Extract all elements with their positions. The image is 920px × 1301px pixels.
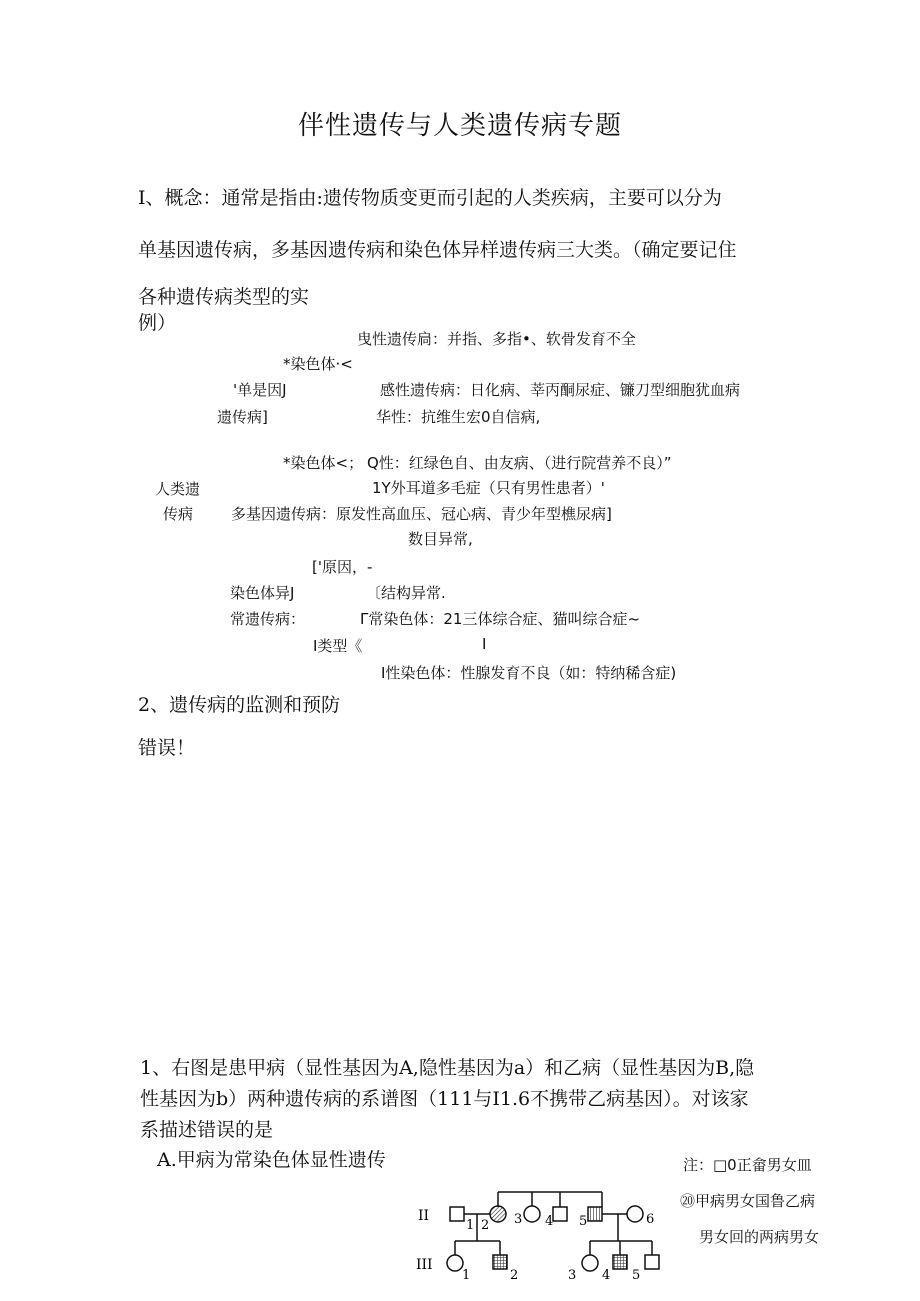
y-linked: 1Y外耳道多毛症（只有男性患者）' [372, 479, 605, 497]
question-line-1: 1、右图是患甲病（显性基因为A,隐性基因为a）和乙病（显性基因为B,隐 [140, 1057, 755, 1079]
autosomal-abnormality: Γ常染色体：21三体综合症、猫叫综合症~ [360, 610, 641, 628]
question-line-3: 系描述错误的是 [140, 1119, 274, 1141]
iii-2-male-affected [493, 1255, 507, 1269]
page-title: 伴性遗传与人类遗传病专题 [297, 111, 622, 141]
section-2-note: 错误！ [138, 737, 196, 759]
type-label: I类型《 [313, 637, 363, 655]
single-gene-label: '单是因J [233, 381, 287, 399]
ii-5-number: 5 [579, 1214, 588, 1229]
ii-2-number: 2 [481, 1218, 490, 1233]
iii-2-number: 2 [510, 1268, 519, 1283]
ii-4-male-normal [553, 1207, 567, 1221]
generation-iii-label: III [416, 1257, 433, 1273]
number-abnormal: 数目异常, [408, 530, 473, 548]
iii-5-number: 5 [632, 1268, 641, 1283]
iii-3-female-normal [582, 1255, 598, 1271]
iii-1-number: 1 [462, 1268, 471, 1283]
question-line-2: 性基因为b）两种遗传病的系谱图（111与I1.6不携带乙病基因）。对该家 [140, 1088, 749, 1110]
polygenic-disease: 多基因遗传病：原发性高血压、冠心病、青少年型樵尿病] [231, 505, 612, 523]
ii-6-number: 6 [646, 1212, 655, 1227]
section-2-heading: 2、遗传病的监测和预防 [138, 694, 341, 716]
sex-chromosome-abnormality: I性染色体：性腺发育不良（如：特纳稀含症) [381, 664, 677, 682]
recessive-genetic: 感性遗传病：日化病、莘丙酮尿症、镰刀型细胞犹血病 [380, 381, 741, 399]
ii-2-female-affected [490, 1206, 506, 1222]
concept-line-3: 各种遗传病类型的实 [138, 286, 310, 308]
x-linked-dominant: 华性：抗维生宏0自信病, [376, 408, 541, 426]
ii-1-male-normal [450, 1207, 464, 1221]
human-genetic-label-2: 传病 [163, 505, 194, 523]
ii-5-male-affected [588, 1207, 602, 1221]
disease-bracket: 遗传病] [217, 408, 268, 426]
human-genetic-label-1: 人类遗 [155, 480, 201, 498]
pedigree-chart [410, 1185, 670, 1290]
iii-3-number: 3 [568, 1268, 577, 1283]
concept-line-2: 单基因遗传病，多基因遗传病和染色体异样遗传病三大类。（确定要记住 [138, 239, 737, 261]
ii-3-female-normal [524, 1206, 540, 1222]
ii-4-number: 4 [545, 1214, 554, 1229]
ii-3-number: 3 [514, 1212, 523, 1227]
iii-5-male-normal [645, 1255, 659, 1269]
ii-1-number: 1 [466, 1218, 475, 1233]
generation-ii-label: II [418, 1208, 430, 1224]
option-a: A.甲病为常染色体显性遗传 [157, 1149, 386, 1171]
legend-line-1: 注：□0正畲男女皿 [683, 1156, 812, 1174]
structure-abnormal: 〔结构异常. [366, 584, 446, 602]
iii-4-number: 4 [602, 1268, 611, 1283]
cause-label: ['原因，- [312, 558, 373, 576]
concept-line-4: 例） [138, 312, 177, 334]
iii-1-female-normal [447, 1255, 463, 1271]
ii-6-female-normal [627, 1206, 643, 1222]
legend-line-2: ⑳甲病男女国鲁乙病 [680, 1192, 816, 1210]
bracket-bar: I [482, 635, 487, 653]
chromosome-abnormal-label-2: 常遗传病： [230, 610, 306, 628]
iii-4-male-affected [613, 1255, 627, 1269]
autosome-label: *染色体·< [283, 355, 353, 373]
concept-line-1: I、概念：通常是指由:遗传物质变更而引起的人类疾病，主要可以分为 [138, 187, 722, 209]
chromosome-abnormal-label-1: 染色体异J [230, 584, 295, 602]
legend-line-3: 男女回的两病男女 [699, 1228, 820, 1246]
dominant-genetic: 曳性遗传扃：并指、多指•、软骨发育不全 [357, 330, 636, 348]
x-linked-recessive: Q性：红绿色自、由友病、（进行院营养不良）” [367, 454, 672, 472]
sex-chromosome-label: *染色体<； [283, 454, 364, 472]
